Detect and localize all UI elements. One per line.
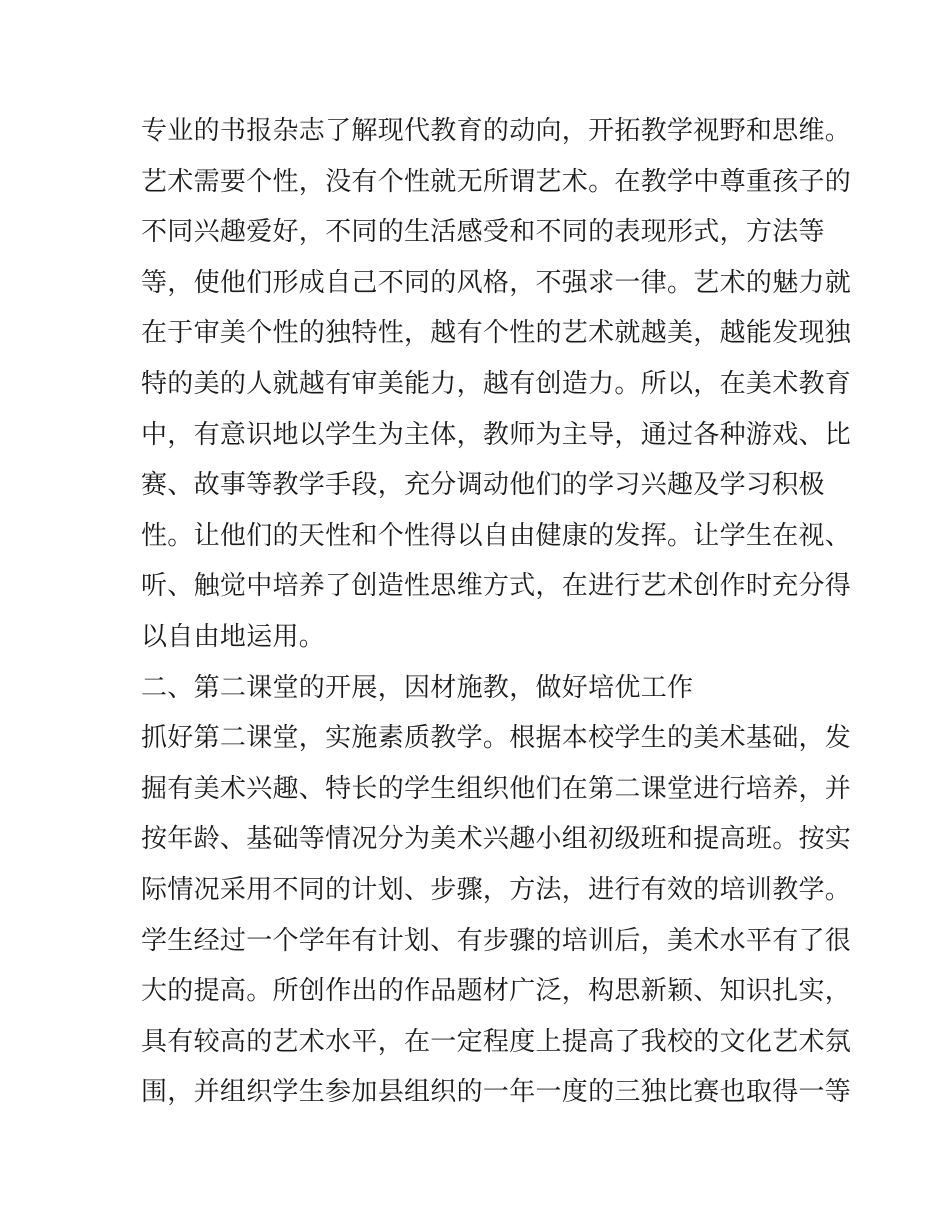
text-line: 在于审美个性的独特性，越有个性的艺术就越美，越能发现独 — [141, 318, 852, 349]
text-line: 抓好第二课堂，实施素质教学。根据本校学生的美术基础，发 — [141, 723, 852, 754]
body-text — [141, 106, 852, 1118]
text-line: 大的提高。所创作出的作品题材广泛，构思新颖、知识扎实， — [141, 976, 852, 1007]
text-line: 学生经过一个学年有计划、有步骤的培训后，美术水平有了很 — [141, 925, 852, 956]
text-line: 中，有意识地以学生为主体，教师为主导，通过各种游戏、比 — [141, 419, 852, 450]
text-line: 等，使他们形成自己不同的风格，不强求一律。艺术的魅力就 — [141, 267, 852, 298]
text-line: 性。让他们的天性和个性得以自由健康的发挥。让学生在视、 — [141, 520, 852, 551]
section-heading: 二、第二课堂的开展，因材施教，做好培优工作 — [141, 672, 694, 703]
text-line: 专业的书报杂志了解现代教育的动向，开拓教学视野和思维。 — [141, 116, 852, 146]
text-line: 按年龄、基础等情况分为美术兴趣小组初级班和提高班。按实 — [141, 824, 852, 855]
text-line: 不同兴趣爱好，不同的生活感受和不同的表现形式，方法等 — [141, 217, 825, 248]
text-line: 以自由地运用。 — [141, 621, 326, 652]
text-line: 际情况采用不同的计划、步骤，方法，进行有效的培训教学。 — [141, 874, 852, 905]
text-line: 赛、故事等教学手段，充分调动他们的学习兴趣及学习积极 — [141, 470, 825, 501]
text-line: 掘有美术兴趣、特长的学生组织他们在第二课堂进行培养，并 — [141, 773, 852, 804]
text-line: 具有较高的艺术水平，在一定程度上提高了我校的文化艺术氛 — [141, 1026, 852, 1057]
text-line: 围，并组织学生参加县组织的一年一度的三独比赛也取得一等 — [141, 1077, 852, 1108]
text-line: 艺术需要个性，没有个性就无所谓艺术。在教学中尊重孩子的 — [141, 166, 852, 197]
text-line: 特的美的人就越有审美能力，越有创造力。所以，在美术教育 — [141, 368, 852, 399]
text-line: 听、触觉中培养了创造性思维方式，在进行艺术创作时充分得 — [141, 571, 852, 602]
